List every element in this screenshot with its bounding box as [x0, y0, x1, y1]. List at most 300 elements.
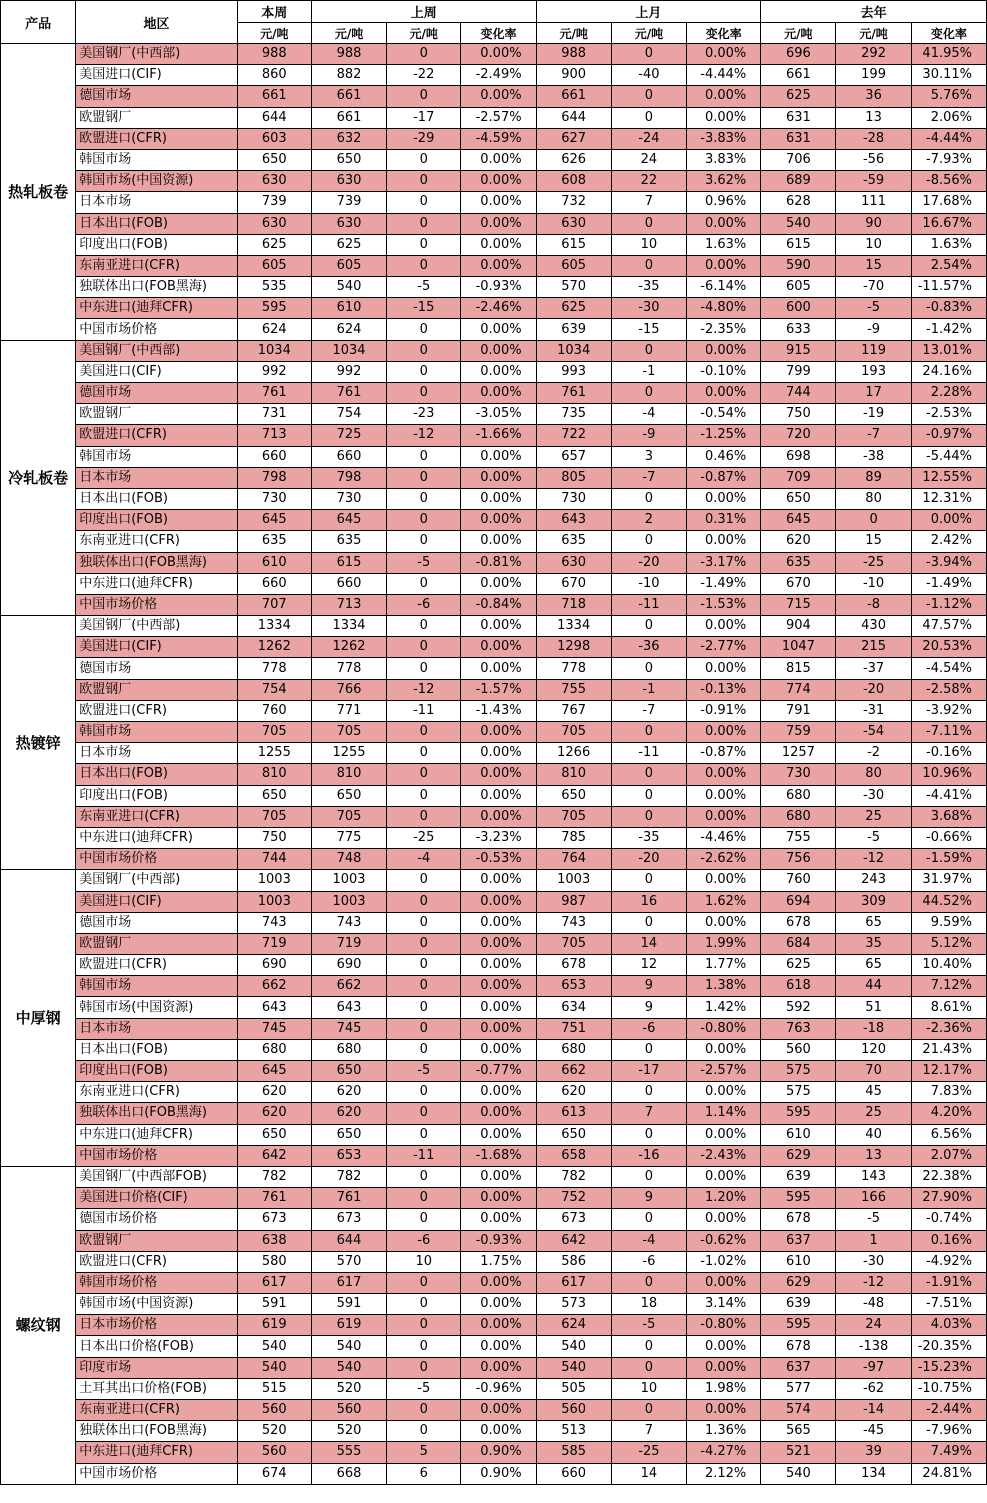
price-cell: 815 — [761, 658, 836, 679]
price-cell: 678 — [536, 955, 611, 976]
change-rate-cell: -1.43% — [461, 700, 536, 721]
table-row — [1, 722, 987, 743]
price-cell: 0 — [387, 255, 461, 276]
header-unit: 元/吨 — [311, 23, 386, 44]
price-cell: 605 — [761, 277, 836, 298]
price-cell: -37 — [836, 658, 911, 679]
price-cell: 662 — [536, 1061, 611, 1082]
price-cell: 778 — [237, 658, 311, 679]
price-cell: 0 — [387, 319, 461, 340]
price-cell: 0 — [387, 1124, 461, 1145]
price-cell: -30 — [836, 1251, 911, 1272]
price-cell: 580 — [237, 1251, 311, 1272]
price-cell: 660 — [311, 446, 386, 467]
change-rate-cell: -0.16% — [911, 743, 986, 764]
price-cell: -5 — [387, 277, 461, 298]
change-rate-cell: -0.81% — [461, 552, 536, 573]
change-rate-cell: 0.00% — [461, 1188, 536, 1209]
price-cell: 22 — [611, 171, 686, 192]
price-cell: -15 — [387, 298, 461, 319]
price-cell: 595 — [761, 1188, 836, 1209]
price-cell: 0 — [387, 1294, 461, 1315]
price-cell: -11 — [387, 1145, 461, 1166]
price-cell: 719 — [237, 933, 311, 954]
change-rate-cell: -7.11% — [911, 722, 986, 743]
region-cell: 德国市场 — [76, 86, 237, 107]
price-cell: 0 — [387, 446, 461, 467]
change-rate-cell: 0.00% — [687, 1336, 761, 1357]
price-cell: -40 — [611, 65, 686, 86]
change-rate-cell: 1.63% — [687, 234, 761, 255]
change-rate-cell: 0.00% — [687, 44, 761, 65]
product-cell: 热镀锌 — [1, 616, 76, 870]
price-cell: 624 — [237, 319, 311, 340]
price-cell: 642 — [237, 1145, 311, 1166]
change-rate-cell: 0.00% — [461, 86, 536, 107]
change-rate-cell: 3.14% — [687, 1294, 761, 1315]
price-cell: 590 — [761, 255, 836, 276]
price-cell: -9 — [611, 425, 686, 446]
region-cell: 日本市场 — [76, 467, 237, 488]
change-rate-cell: 0.00% — [461, 1400, 536, 1421]
table-row — [1, 594, 987, 615]
change-rate-cell: -4.46% — [687, 827, 761, 848]
price-cell: 0 — [611, 1209, 686, 1230]
change-rate-cell: 0.00% — [687, 255, 761, 276]
table-row — [1, 213, 987, 234]
change-rate-cell: 0.00% — [461, 255, 536, 276]
price-cell: 752 — [536, 1188, 611, 1209]
change-rate-cell: 12.17% — [911, 1061, 986, 1082]
price-cell: 661 — [311, 86, 386, 107]
region-cell: 欧盟钢厂 — [76, 1230, 237, 1251]
price-cell: -25 — [387, 827, 461, 848]
change-rate-cell: -3.83% — [687, 128, 761, 149]
price-cell: 620 — [311, 1082, 386, 1103]
price-cell: 9 — [611, 1188, 686, 1209]
price-cell: 0 — [387, 467, 461, 488]
table-row — [1, 1400, 987, 1421]
price-cell: 595 — [761, 1315, 836, 1336]
price-cell: -4 — [387, 849, 461, 870]
price-cell: 650 — [536, 785, 611, 806]
change-rate-cell: 1.38% — [687, 976, 761, 997]
price-cell: 763 — [761, 1018, 836, 1039]
price-cell: 680 — [311, 1039, 386, 1060]
price-cell: 595 — [237, 298, 311, 319]
price-cell: 696 — [761, 44, 836, 65]
price-cell: 661 — [761, 65, 836, 86]
price-cell: 630 — [536, 552, 611, 573]
price-cell: 767 — [536, 700, 611, 721]
change-rate-cell: 1.42% — [687, 997, 761, 1018]
table-row — [1, 1103, 987, 1124]
price-cell: 713 — [237, 425, 311, 446]
change-rate-cell: 0.00% — [687, 531, 761, 552]
price-cell: 620 — [536, 1082, 611, 1103]
price-cell: 1 — [836, 1230, 911, 1251]
price-cell: 705 — [536, 806, 611, 827]
price-cell: 707 — [237, 594, 311, 615]
price-cell: -48 — [836, 1294, 911, 1315]
price-cell: 744 — [237, 849, 311, 870]
price-cell: 0 — [387, 806, 461, 827]
region-cell: 德国市场 — [76, 658, 237, 679]
change-rate-cell: 2.42% — [911, 531, 986, 552]
price-cell: -31 — [836, 700, 911, 721]
price-cell: 18 — [611, 1294, 686, 1315]
price-cell: 660 — [311, 573, 386, 594]
price-cell: 638 — [237, 1230, 311, 1251]
price-cell: 673 — [237, 1209, 311, 1230]
price-cell: 585 — [536, 1442, 611, 1463]
price-cell: 540 — [761, 1463, 836, 1484]
table-row — [1, 1018, 987, 1039]
price-cell: 635 — [761, 552, 836, 573]
price-cell: 625 — [761, 86, 836, 107]
price-cell: 535 — [237, 277, 311, 298]
price-cell: 698 — [761, 446, 836, 467]
product-cell: 冷轧板卷 — [1, 340, 76, 615]
price-cell: 0 — [387, 361, 461, 382]
price-cell: 673 — [311, 1209, 386, 1230]
change-rate-cell: 8.61% — [911, 997, 986, 1018]
price-cell: 705 — [237, 806, 311, 827]
table-row — [1, 552, 987, 573]
price-cell: 540 — [311, 1336, 386, 1357]
price-cell: -15 — [611, 319, 686, 340]
price-cell: 1034 — [536, 340, 611, 361]
price-cell: 16 — [611, 891, 686, 912]
table-row — [1, 234, 987, 255]
header-change-rate: 变化率 — [687, 23, 761, 44]
change-rate-cell: 0.00% — [687, 213, 761, 234]
table-row — [1, 912, 987, 933]
price-cell: 1255 — [311, 743, 386, 764]
price-cell: 25 — [836, 1103, 911, 1124]
price-cell: -5 — [387, 1061, 461, 1082]
price-cell: 739 — [311, 192, 386, 213]
price-cell: 515 — [237, 1378, 311, 1399]
price-cell: 292 — [836, 44, 911, 65]
change-rate-cell: -7.93% — [911, 149, 986, 170]
price-cell: 0 — [387, 785, 461, 806]
region-cell: 日本出口(FOB) — [76, 488, 237, 509]
price-cell: 0 — [611, 383, 686, 404]
region-cell: 欧盟钢厂 — [76, 107, 237, 128]
change-rate-cell: 0.00% — [687, 340, 761, 361]
change-rate-cell: 1.14% — [687, 1103, 761, 1124]
change-rate-cell: 0.31% — [687, 510, 761, 531]
price-cell: 798 — [311, 467, 386, 488]
change-rate-cell: 0.00% — [461, 1082, 536, 1103]
table-row — [1, 997, 987, 1018]
change-rate-cell: 0.00% — [461, 1124, 536, 1145]
change-rate-cell: -0.91% — [687, 700, 761, 721]
region-cell: 韩国市场价格 — [76, 1272, 237, 1293]
change-rate-cell: 21.43% — [911, 1039, 986, 1060]
price-cell: -62 — [836, 1378, 911, 1399]
price-cell: 610 — [761, 1124, 836, 1145]
price-cell: 610 — [761, 1251, 836, 1272]
table-row — [1, 1039, 987, 1060]
change-rate-cell: 0.00% — [687, 616, 761, 637]
change-rate-cell: 0.00% — [461, 340, 536, 361]
price-cell: 0 — [387, 891, 461, 912]
table-row — [1, 340, 987, 361]
price-cell: 904 — [761, 616, 836, 637]
price-cell: 0 — [387, 234, 461, 255]
region-cell: 欧盟钢厂 — [76, 933, 237, 954]
change-rate-cell: 0.00% — [461, 870, 536, 891]
price-cell: 630 — [237, 171, 311, 192]
header-unit: 元/吨 — [387, 23, 461, 44]
price-cell: 988 — [311, 44, 386, 65]
table-row — [1, 1357, 987, 1378]
price-cell: 0 — [387, 1400, 461, 1421]
price-cell: -20 — [611, 552, 686, 573]
price-cell: 0 — [387, 616, 461, 637]
change-rate-cell: 0.00% — [687, 912, 761, 933]
price-cell: 15 — [836, 255, 911, 276]
price-cell: -10 — [611, 573, 686, 594]
price-cell: 754 — [237, 679, 311, 700]
change-rate-cell: 0.00% — [461, 976, 536, 997]
change-rate-cell: 0.00% — [461, 319, 536, 340]
price-cell: 39 — [836, 1442, 911, 1463]
price-cell: 750 — [761, 404, 836, 425]
price-cell: 684 — [761, 933, 836, 954]
change-rate-cell: 0.00% — [687, 1166, 761, 1187]
change-rate-cell: 0.00% — [461, 1421, 536, 1442]
change-rate-cell: 0.00% — [687, 870, 761, 891]
price-cell: 639 — [536, 319, 611, 340]
region-cell: 韩国市场 — [76, 976, 237, 997]
change-rate-cell: 0.00% — [687, 383, 761, 404]
price-cell: 0 — [387, 192, 461, 213]
price-cell: 761 — [237, 383, 311, 404]
price-cell: 744 — [761, 383, 836, 404]
price-cell: 591 — [237, 1294, 311, 1315]
price-cell: 988 — [237, 44, 311, 65]
change-rate-cell: -0.87% — [687, 743, 761, 764]
price-cell: 1034 — [237, 340, 311, 361]
price-cell: 705 — [311, 722, 386, 743]
price-cell: 713 — [311, 594, 386, 615]
price-cell: -38 — [836, 446, 911, 467]
price-cell: 805 — [536, 467, 611, 488]
price-cell: 309 — [836, 891, 911, 912]
change-rate-cell: 0.00% — [461, 997, 536, 1018]
change-rate-cell: 2.54% — [911, 255, 986, 276]
price-cell: 627 — [536, 128, 611, 149]
table-row — [1, 1209, 987, 1230]
table-row — [1, 1421, 987, 1442]
table-row — [1, 65, 987, 86]
price-cell: 0 — [387, 149, 461, 170]
change-rate-cell: 5.12% — [911, 933, 986, 954]
price-cell: 199 — [836, 65, 911, 86]
change-rate-cell: 1.63% — [911, 234, 986, 255]
price-cell: 624 — [311, 319, 386, 340]
change-rate-cell: 0.00% — [461, 1315, 536, 1336]
price-cell: -12 — [836, 849, 911, 870]
change-rate-cell: 0.00% — [461, 637, 536, 658]
price-cell: 1003 — [311, 891, 386, 912]
region-cell: 印度出口(FOB) — [76, 510, 237, 531]
price-cell: -11 — [611, 743, 686, 764]
price-cell: -5 — [836, 1209, 911, 1230]
price-cell: 771 — [311, 700, 386, 721]
region-cell: 东南亚进口(CFR) — [76, 1400, 237, 1421]
price-cell: 1266 — [536, 743, 611, 764]
price-cell: -6 — [387, 1230, 461, 1251]
change-rate-cell: 0.90% — [461, 1463, 536, 1484]
table-row — [1, 1272, 987, 1293]
price-cell: 798 — [237, 467, 311, 488]
change-rate-cell: 0.00% — [461, 743, 536, 764]
change-rate-cell: 7.83% — [911, 1082, 986, 1103]
price-cell: 657 — [536, 446, 611, 467]
change-rate-cell: 2.28% — [911, 383, 986, 404]
price-cell: -1 — [611, 679, 686, 700]
price-cell: 9 — [611, 976, 686, 997]
price-cell: 520 — [311, 1378, 386, 1399]
header-last-month: 上月 — [536, 1, 761, 23]
price-cell: 662 — [237, 976, 311, 997]
price-cell: 705 — [536, 933, 611, 954]
change-rate-cell: 0.00% — [461, 234, 536, 255]
table-body — [1, 44, 987, 1485]
table-row — [1, 637, 987, 658]
price-cell: 0 — [387, 213, 461, 234]
change-rate-cell: 31.97% — [911, 870, 986, 891]
price-cell: -4 — [611, 1230, 686, 1251]
region-cell: 印度出口(FOB) — [76, 234, 237, 255]
change-rate-cell: -0.62% — [687, 1230, 761, 1251]
table-row — [1, 192, 987, 213]
table-row — [1, 1442, 987, 1463]
change-rate-cell: -2.35% — [687, 319, 761, 340]
price-cell: 915 — [761, 340, 836, 361]
price-cell: 617 — [536, 1272, 611, 1293]
change-rate-cell: -4.44% — [687, 65, 761, 86]
header-unit: 元/吨 — [611, 23, 686, 44]
region-cell: 中东进口(迪拜CFR) — [76, 573, 237, 594]
price-cell: 9 — [611, 997, 686, 1018]
price-cell: 743 — [237, 912, 311, 933]
price-cell: 674 — [237, 1463, 311, 1484]
price-cell: 120 — [836, 1039, 911, 1060]
change-rate-cell: -7.96% — [911, 1421, 986, 1442]
price-cell: 0 — [387, 997, 461, 1018]
change-rate-cell: -1.53% — [687, 594, 761, 615]
change-rate-cell: 44.52% — [911, 891, 986, 912]
table-row — [1, 1251, 987, 1272]
price-cell: -12 — [836, 1272, 911, 1293]
price-cell: 193 — [836, 361, 911, 382]
change-rate-cell: -4.59% — [461, 128, 536, 149]
price-cell: -8 — [836, 594, 911, 615]
change-rate-cell: 0.00% — [461, 891, 536, 912]
region-cell: 中国市场价格 — [76, 849, 237, 870]
price-cell: 603 — [237, 128, 311, 149]
price-cell: 810 — [311, 764, 386, 785]
price-cell: 80 — [836, 488, 911, 509]
table-row — [1, 86, 987, 107]
region-cell: 印度市场 — [76, 1357, 237, 1378]
change-rate-cell: -5.44% — [911, 446, 986, 467]
price-cell: 605 — [536, 255, 611, 276]
price-cell: 632 — [311, 128, 386, 149]
price-cell: 615 — [761, 234, 836, 255]
change-rate-cell: 1.98% — [687, 1378, 761, 1399]
price-cell: -36 — [611, 637, 686, 658]
table-row — [1, 404, 987, 425]
change-rate-cell: 0.00% — [461, 171, 536, 192]
change-rate-cell: 0.00% — [461, 785, 536, 806]
price-cell: 0 — [387, 510, 461, 531]
price-cell: 618 — [761, 976, 836, 997]
price-cell: 111 — [836, 192, 911, 213]
price-cell: 620 — [237, 1082, 311, 1103]
change-rate-cell: -1.91% — [911, 1272, 986, 1293]
price-cell: -138 — [836, 1336, 911, 1357]
price-cell: 7 — [611, 1103, 686, 1124]
change-rate-cell: -4.27% — [687, 1442, 761, 1463]
price-cell: 631 — [761, 128, 836, 149]
region-cell: 美国钢厂(中西部) — [76, 616, 237, 637]
price-cell: 44 — [836, 976, 911, 997]
region-cell: 韩国市场 — [76, 722, 237, 743]
price-cell: -17 — [387, 107, 461, 128]
price-cell: 689 — [761, 171, 836, 192]
price-cell: 1334 — [536, 616, 611, 637]
change-rate-cell: -10.75% — [911, 1378, 986, 1399]
price-cell: -54 — [836, 722, 911, 743]
price-cell: -25 — [611, 1442, 686, 1463]
price-cell: -56 — [836, 149, 911, 170]
price-cell: -35 — [611, 827, 686, 848]
price-cell: 1003 — [536, 870, 611, 891]
change-rate-cell: 0.00% — [461, 213, 536, 234]
price-cell: 731 — [237, 404, 311, 425]
price-cell: 0 — [387, 488, 461, 509]
region-cell: 日本市场 — [76, 1018, 237, 1039]
price-cell: -28 — [836, 128, 911, 149]
price-cell: 119 — [836, 340, 911, 361]
price-cell: 730 — [536, 488, 611, 509]
region-cell: 欧盟进口(CFR) — [76, 425, 237, 446]
change-rate-cell: 0.00% — [461, 573, 536, 594]
change-rate-cell: 0.00% — [461, 383, 536, 404]
price-cell: 782 — [311, 1166, 386, 1187]
change-rate-cell: -0.10% — [687, 361, 761, 382]
change-rate-cell: 4.20% — [911, 1103, 986, 1124]
price-cell: 0 — [611, 255, 686, 276]
price-cell: 766 — [311, 679, 386, 700]
price-cell: 577 — [761, 1378, 836, 1399]
price-cell: -5 — [611, 1315, 686, 1336]
change-rate-cell: -4.44% — [911, 128, 986, 149]
price-cell: 24 — [611, 149, 686, 170]
region-cell: 美国进口(CIF) — [76, 637, 237, 658]
table-row — [1, 764, 987, 785]
price-cell: 718 — [536, 594, 611, 615]
table-row — [1, 44, 987, 65]
price-cell: 0 — [387, 1421, 461, 1442]
change-rate-cell: -1.49% — [687, 573, 761, 594]
